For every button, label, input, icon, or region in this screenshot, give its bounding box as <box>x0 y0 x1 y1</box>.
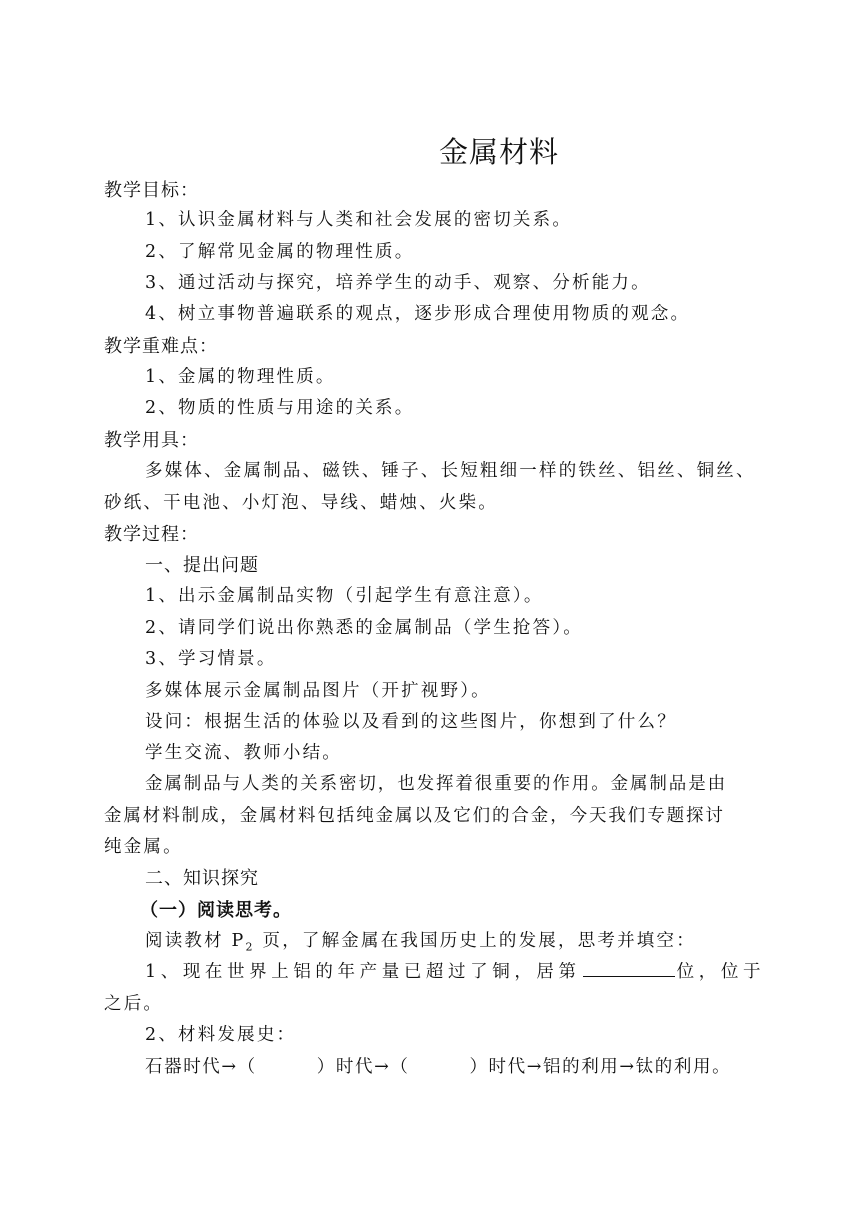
history-part-b: ）时代→（ <box>316 1057 410 1077</box>
history-chain <box>145 1053 800 1078</box>
key-points-heading: 教学重难点： <box>104 336 218 357</box>
paragraph-line: 金属制品与人类的关系密切，也发挥着很重要的作用。金属制品是由 <box>145 774 727 794</box>
page-subscript: 2 <box>245 940 255 954</box>
process-line: 3、学习情景。 <box>145 649 277 669</box>
tools-line-1: 多媒体、金属制品、磁铁、锤子、长短粗细一样的铁丝、铝丝、铜丝、 <box>145 461 756 481</box>
key-point-item: 2、物质的性质与用途的关系。 <box>145 398 415 418</box>
process-line: 设问：根据生活的体验以及看到的这些图片，你想到了什么？ <box>145 712 677 732</box>
goal-item: 1、认识金属材料与人类和社会发展的密切关系。 <box>145 210 573 230</box>
goal-item: 2、了解常见金属的物理性质。 <box>145 242 415 262</box>
process-line: 学生交流、教师小结。 <box>145 743 342 763</box>
question-2: 2、材料发展史： <box>145 1025 297 1045</box>
question-1-post: 位，位于 <box>676 962 766 982</box>
paragraph-line: 纯金属。 <box>104 837 183 857</box>
reading-subheading: （一）阅读思考。 <box>140 900 292 921</box>
paragraph-line: 金属材料制成，金属材料包括纯金属以及它们的合金，今天我们专题探讨 <box>104 806 725 826</box>
process-heading: 教学过程： <box>104 524 199 545</box>
history-part-a: 石器时代→（ <box>145 1057 257 1077</box>
tools-heading: 教学用具： <box>104 430 199 451</box>
reading-text-pre: 阅读教材 P <box>145 931 246 951</box>
page-title: 金属材料 <box>438 135 559 169</box>
goals-heading: 教学目标： <box>104 180 199 201</box>
goal-item: 4、树立事物普遍联系的观点，逐步形成合理使用物质的观念。 <box>145 304 691 324</box>
key-point-item: 1、金属的物理性质。 <box>145 367 336 387</box>
reading-instruction <box>145 927 800 954</box>
process-line: 1、出示金属制品实物（引起学生有意注意）。 <box>145 586 544 606</box>
tools-line-2: 砂纸、干电池、小灯泡、导线、蜡烛、火柴。 <box>104 493 498 513</box>
question-1-pre: 1、现在世界上铝的年产量已超过了铜，居第 <box>145 962 581 982</box>
history-part-c: ）时代→铝的利用→钛的利用。 <box>469 1057 732 1077</box>
process-line: 2、请同学们说出你熟悉的金属制品（学生抢答）。 <box>145 618 583 638</box>
reading-text-post: 页，了解金属在我国历史上的发展，思考并填空： <box>254 931 696 951</box>
process-line: 多媒体展示金属制品图片（开扩视野）。 <box>145 681 491 701</box>
answer-blank[interactable] <box>583 962 675 977</box>
part2-heading: 二、知识探究 <box>145 868 259 889</box>
part1-heading: 一、提出问题 <box>145 555 259 576</box>
question-1-line-2: 之后。 <box>104 994 164 1014</box>
goal-item: 3、通过活动与探究，培养学生的动手、观察、分析能力。 <box>145 273 651 293</box>
question-1 <box>145 958 766 983</box>
